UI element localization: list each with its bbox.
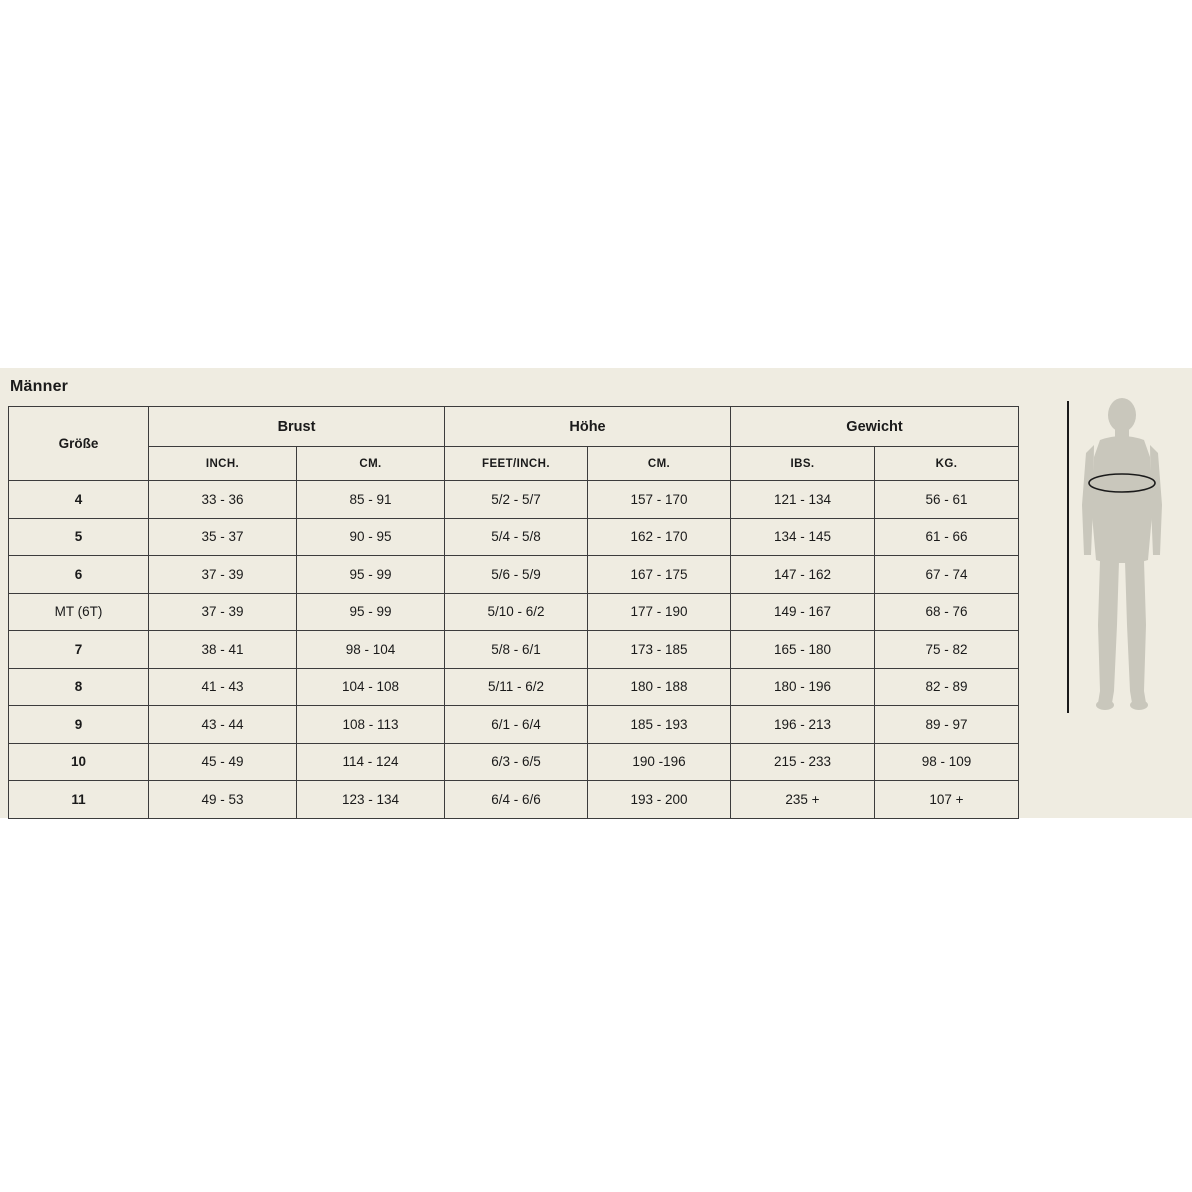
cell-chest-inch: 33 - 36 [149,481,297,519]
cell-size: 6 [9,556,149,594]
cell-weight-lbs: 147 - 162 [731,556,875,594]
cell-height-cm: 167 - 175 [588,556,731,594]
cell-chest-cm: 90 - 95 [297,518,445,556]
male-body-silhouette-illustration [1060,395,1180,725]
size-table-wrapper [8,406,1018,819]
silhouette-right-leg [1125,561,1146,703]
cell-height-cm: 190 -196 [588,743,731,781]
header-weight-lbs: IBS. [731,447,875,481]
table-row [9,556,1019,594]
cell-chest-inch: 38 - 41 [149,631,297,669]
cell-size: 7 [9,631,149,669]
cell-chest-cm: 114 - 124 [297,743,445,781]
cell-size: 8 [9,668,149,706]
table-row [9,518,1019,556]
cell-chest-cm: 95 - 99 [297,593,445,631]
table-row [9,706,1019,744]
size-chart-panel [0,368,1192,818]
cell-size: 5 [9,518,149,556]
cell-chest-inch: 41 - 43 [149,668,297,706]
cell-size: MT (6T) [9,593,149,631]
cell-size: 10 [9,743,149,781]
cell-size: 4 [9,481,149,519]
header-chest-inch: INCH. [149,447,297,481]
table-group-header-row [9,407,1019,447]
table-unit-header-row [9,447,1019,481]
body-silhouette-svg [1060,395,1180,725]
table-row [9,743,1019,781]
cell-chest-inch: 37 - 39 [149,593,297,631]
header-weight-kg: KG. [875,447,1019,481]
cell-chest-cm: 98 - 104 [297,631,445,669]
cell-height-ft: 6/1 - 6/4 [445,706,588,744]
cell-height-ft: 6/3 - 6/5 [445,743,588,781]
cell-chest-inch: 49 - 53 [149,781,297,819]
cell-weight-kg: 56 - 61 [875,481,1019,519]
cell-weight-lbs: 165 - 180 [731,631,875,669]
cell-height-cm: 193 - 200 [588,781,731,819]
cell-chest-inch: 45 - 49 [149,743,297,781]
cell-height-ft: 6/4 - 6/6 [445,781,588,819]
silhouette-right-arm [1150,445,1162,555]
cell-chest-cm: 108 - 113 [297,706,445,744]
cell-weight-lbs: 121 - 134 [731,481,875,519]
cell-size: 9 [9,706,149,744]
cell-height-ft: 5/11 - 6/2 [445,668,588,706]
cell-weight-kg: 107 + [875,781,1019,819]
page-title: Männer [10,378,69,395]
cell-chest-cm: 85 - 91 [297,481,445,519]
cell-chest-cm: 123 - 134 [297,781,445,819]
cell-chest-inch: 37 - 39 [149,556,297,594]
silhouette-left-leg [1098,561,1119,703]
cell-height-cm: 157 - 170 [588,481,731,519]
cell-weight-lbs: 196 - 213 [731,706,875,744]
cell-chest-cm: 95 - 99 [297,556,445,594]
cell-height-cm: 177 - 190 [588,593,731,631]
cell-weight-kg: 68 - 76 [875,593,1019,631]
cell-weight-lbs: 235 + [731,781,875,819]
cell-weight-kg: 89 - 97 [875,706,1019,744]
cell-chest-cm: 104 - 108 [297,668,445,706]
cell-height-cm: 180 - 188 [588,668,731,706]
cell-size: 11 [9,781,149,819]
cell-weight-kg: 82 - 89 [875,668,1019,706]
header-chest-cm: CM. [297,447,445,481]
table-row [9,593,1019,631]
header-chest: Brust [149,407,445,447]
cell-height-ft: 5/2 - 5/7 [445,481,588,519]
header-height: Höhe [445,407,731,447]
cell-height-ft: 5/8 - 6/1 [445,631,588,669]
cell-weight-lbs: 149 - 167 [731,593,875,631]
silhouette-left-arm [1082,445,1094,555]
silhouette-left-foot [1096,700,1114,710]
table-row [9,668,1019,706]
cell-weight-kg: 75 - 82 [875,631,1019,669]
silhouette-right-foot [1130,700,1148,710]
size-table [8,406,1019,819]
cell-weight-lbs: 180 - 196 [731,668,875,706]
table-row [9,481,1019,519]
cell-weight-kg: 61 - 66 [875,518,1019,556]
cell-weight-lbs: 215 - 233 [731,743,875,781]
header-height-feet-inch: FEET/INCH. [445,447,588,481]
header-height-cm: CM. [588,447,731,481]
cell-weight-kg: 98 - 109 [875,743,1019,781]
cell-height-cm: 185 - 193 [588,706,731,744]
cell-weight-kg: 67 - 74 [875,556,1019,594]
cell-weight-lbs: 134 - 145 [731,518,875,556]
table-row [9,781,1019,819]
cell-chest-inch: 43 - 44 [149,706,297,744]
header-size: Größe [9,407,149,481]
header-weight: Gewicht [731,407,1019,447]
cell-chest-inch: 35 - 37 [149,518,297,556]
cell-height-ft: 5/6 - 5/9 [445,556,588,594]
cell-height-cm: 162 - 170 [588,518,731,556]
silhouette-head [1108,398,1136,432]
table-row [9,631,1019,669]
cell-height-cm: 173 - 185 [588,631,731,669]
silhouette-torso [1092,436,1152,563]
cell-height-ft: 5/10 - 6/2 [445,593,588,631]
cell-height-ft: 5/4 - 5/8 [445,518,588,556]
